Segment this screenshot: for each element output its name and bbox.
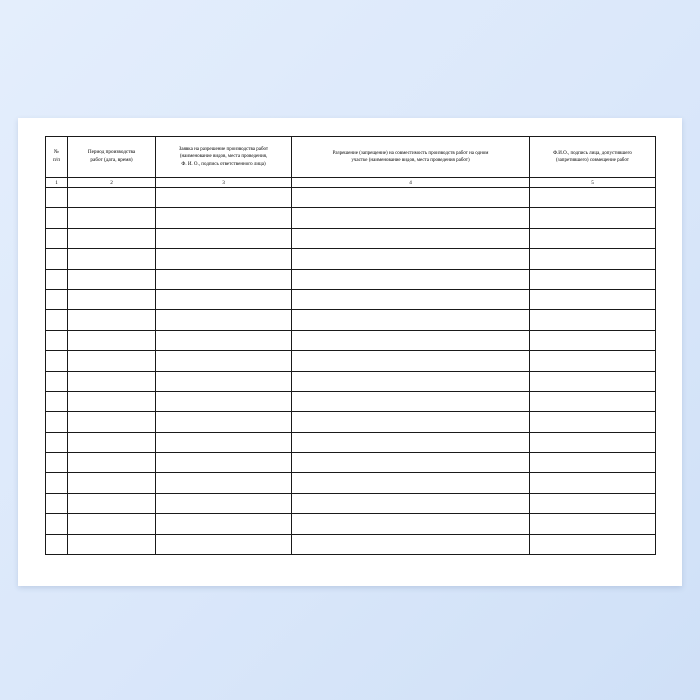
header-line: Ф. И. О., подпись ответственного лица) [181, 161, 266, 167]
table-cell[interactable] [292, 432, 530, 452]
table-cell[interactable] [68, 249, 156, 269]
table-row[interactable] [46, 351, 656, 371]
table-row[interactable] [46, 249, 656, 269]
table-cell[interactable] [530, 493, 656, 513]
table-cell[interactable] [68, 493, 156, 513]
table-cell[interactable] [68, 473, 156, 493]
table-cell[interactable] [156, 228, 292, 248]
header-cell-period [68, 137, 156, 178]
table-row[interactable] [46, 330, 656, 350]
header-cell-signature [530, 137, 656, 178]
header-line: Ф.И.О., подпись лица, допустившего [553, 150, 632, 156]
table-cell[interactable] [530, 228, 656, 248]
table-cell[interactable] [292, 330, 530, 350]
table-cell[interactable] [46, 371, 68, 391]
table-cell[interactable] [292, 534, 530, 554]
table-cell[interactable] [292, 493, 530, 513]
table-cell[interactable] [156, 188, 292, 208]
table-cell[interactable] [292, 289, 530, 309]
table-cell[interactable] [46, 228, 68, 248]
column-number: 1 [46, 178, 68, 188]
table-cell[interactable] [156, 493, 292, 513]
header-line: п/п [53, 157, 60, 163]
table-cell[interactable] [530, 514, 656, 534]
table-cell[interactable] [292, 310, 530, 330]
table-cell[interactable] [530, 391, 656, 411]
table-cell[interactable] [68, 289, 156, 309]
table-cell[interactable] [292, 391, 530, 411]
table-row[interactable] [46, 208, 656, 228]
table-row[interactable] [46, 310, 656, 330]
table-cell[interactable] [68, 412, 156, 432]
header-line: Разрешение (запрещение) на совместимость производств работ на одном [332, 150, 489, 156]
table-cell[interactable] [292, 453, 530, 473]
table-cell[interactable] [46, 453, 68, 473]
table-cell[interactable] [46, 534, 68, 554]
table-cell[interactable] [530, 289, 656, 309]
column-number: 3 [156, 178, 292, 188]
table-row[interactable] [46, 453, 656, 473]
header-line: участке (наименование видов, места проведения работ) [351, 158, 470, 163]
table-row[interactable] [46, 432, 656, 452]
table-cell[interactable] [292, 208, 530, 228]
table-cell[interactable] [156, 473, 292, 493]
table-row[interactable] [46, 391, 656, 411]
header-line: № [54, 149, 59, 156]
table-cell[interactable] [292, 371, 530, 391]
table-cell[interactable] [68, 188, 156, 208]
header-line: работ (дата, время) [90, 157, 133, 163]
table-cell[interactable] [46, 432, 68, 452]
table-cell[interactable] [156, 351, 292, 371]
table-container [45, 136, 655, 555]
table-cell[interactable] [46, 493, 68, 513]
table-cell[interactable] [68, 208, 156, 228]
table-row[interactable] [46, 188, 656, 208]
table-cell[interactable] [46, 188, 68, 208]
header-line: Заявка на разрешение производства работ [178, 146, 269, 152]
table-cell[interactable] [68, 534, 156, 554]
table-row[interactable] [46, 269, 656, 289]
column-number: 5 [530, 178, 656, 188]
table-cell[interactable] [46, 289, 68, 309]
table-row[interactable] [46, 534, 656, 554]
table-cell[interactable] [156, 432, 292, 452]
table-cell[interactable] [530, 188, 656, 208]
table-row[interactable] [46, 289, 656, 309]
table-cell[interactable] [292, 228, 530, 248]
table-cell[interactable] [68, 514, 156, 534]
table-cell[interactable] [46, 269, 68, 289]
table-cell[interactable] [530, 269, 656, 289]
table-cell[interactable] [156, 289, 292, 309]
table-cell[interactable] [156, 391, 292, 411]
table-cell[interactable] [530, 208, 656, 228]
table-row[interactable] [46, 493, 656, 513]
column-number: 2 [68, 178, 156, 188]
table-cell[interactable] [156, 412, 292, 432]
table-row[interactable] [46, 371, 656, 391]
table-cell[interactable] [68, 228, 156, 248]
table-row[interactable] [46, 514, 656, 534]
table-cell[interactable] [530, 351, 656, 371]
table-cell[interactable] [46, 330, 68, 350]
header-line: (запретившего) совмещение работ [556, 158, 629, 163]
header-line: Период производства [87, 149, 136, 156]
table-cell[interactable] [68, 269, 156, 289]
table-row[interactable] [46, 228, 656, 248]
table-cell[interactable] [292, 412, 530, 432]
table-cell[interactable] [530, 473, 656, 493]
journal-table [45, 136, 656, 555]
table-cell[interactable] [292, 351, 530, 371]
table-cell[interactable] [68, 310, 156, 330]
header-line: (наименование видов, места проведения, [179, 154, 268, 160]
table-cell[interactable] [46, 412, 68, 432]
header-cell-request [156, 137, 292, 178]
table-cell[interactable] [46, 514, 68, 534]
table-row[interactable] [46, 473, 656, 493]
table-cell[interactable] [46, 208, 68, 228]
table-cell[interactable] [530, 330, 656, 350]
table-cell[interactable] [68, 330, 156, 350]
table-cell[interactable] [46, 310, 68, 330]
table-cell[interactable] [156, 310, 292, 330]
table-cell[interactable] [156, 453, 292, 473]
table-cell[interactable] [530, 432, 656, 452]
table-cell[interactable] [530, 453, 656, 473]
table-cell[interactable] [46, 473, 68, 493]
table-cell[interactable] [46, 351, 68, 371]
table-cell[interactable] [156, 208, 292, 228]
table-cell[interactable] [530, 412, 656, 432]
table-cell[interactable] [292, 249, 530, 269]
table-cell[interactable] [530, 371, 656, 391]
table-cell[interactable] [68, 453, 156, 473]
table-body [46, 137, 656, 555]
table-header-row [46, 137, 656, 178]
table-cell[interactable] [292, 269, 530, 289]
column-number: 4 [292, 178, 530, 188]
table-cell[interactable] [156, 514, 292, 534]
header-cell-number [46, 137, 68, 178]
column-number-row [46, 178, 656, 188]
table-cell[interactable] [68, 391, 156, 411]
table-cell[interactable] [292, 188, 530, 208]
table-cell[interactable] [156, 330, 292, 350]
table-cell[interactable] [530, 534, 656, 554]
table-cell[interactable] [530, 249, 656, 269]
table-cell[interactable] [530, 310, 656, 330]
table-cell[interactable] [46, 249, 68, 269]
table-cell[interactable] [46, 391, 68, 411]
table-cell[interactable] [292, 473, 530, 493]
document-sheet [18, 118, 682, 586]
table-cell[interactable] [156, 371, 292, 391]
table-cell[interactable] [156, 249, 292, 269]
table-cell[interactable] [292, 514, 530, 534]
header-cell-permission [292, 137, 530, 178]
table-cell[interactable] [156, 269, 292, 289]
table-cell[interactable] [68, 351, 156, 371]
table-cell[interactable] [156, 534, 292, 554]
table-cell[interactable] [68, 371, 156, 391]
table-row[interactable] [46, 412, 656, 432]
table-cell[interactable] [68, 432, 156, 452]
